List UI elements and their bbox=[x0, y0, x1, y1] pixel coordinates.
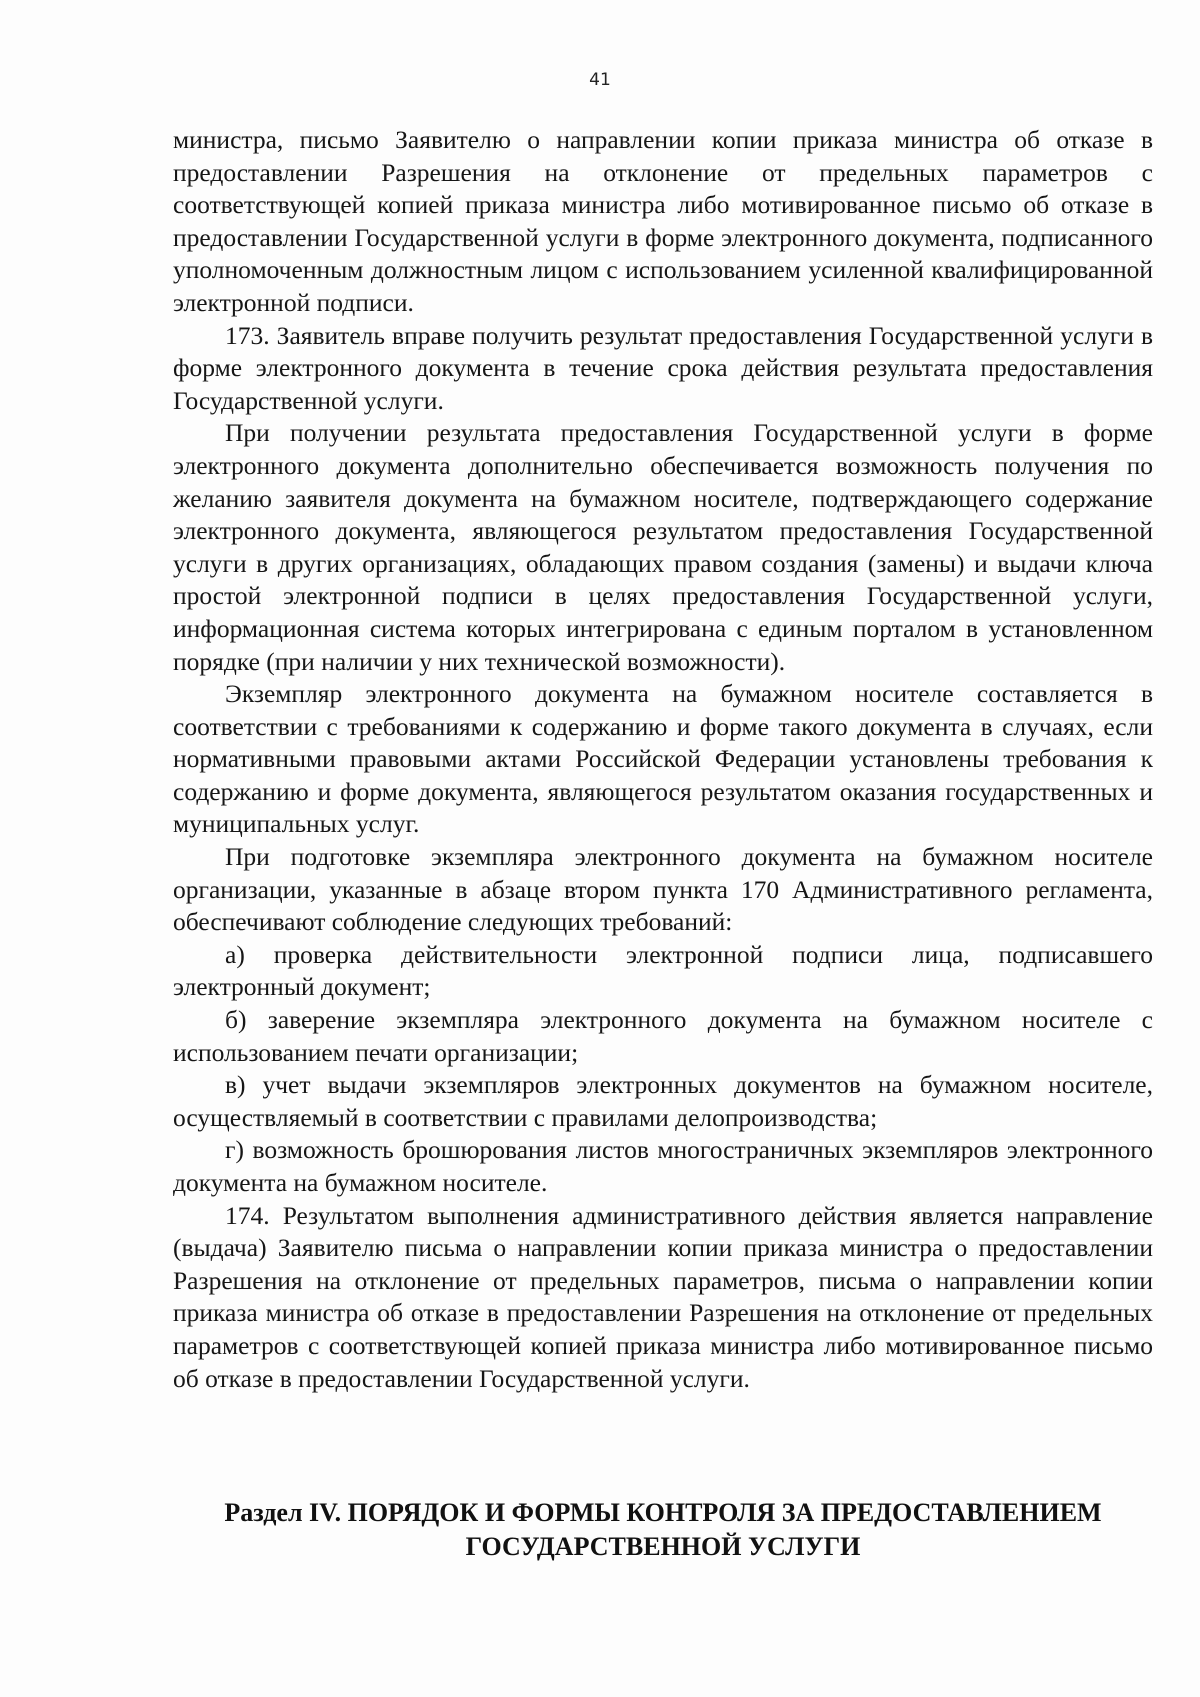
list-item-g: г) возможность брошюрования листов многостраничных экземпляров электронного документа на бумажном носителе. bbox=[173, 1135, 1153, 1197]
paragraph-174: 174. Результатом выполнения административного действия является направление (выдача) Заявителю письма о направлении копии приказа министра о предоставлении Разрешения на отклонение от предельных параметров, письма о направлении копии приказа министра об отказе в предоставлении Разрешения на отклонение от предельных параметров с соответствующей копией приказа министра либо мотивированное письмо об отказе в предоставлении Государственной услуги. bbox=[173, 1200, 1153, 1393]
section-heading-line-1: Раздел IV. ПОРЯДОК И ФОРМЫ КОНТРОЛЯ ЗА ПРЕДОСТАВЛЕНИЕМ bbox=[224, 1498, 1102, 1527]
paragraph-paper-copy: При получении результата предоставления Государственной услуги в форме электронного документа дополнительно обеспечивается возможность получения по желанию заявителя документа на бумажном носителе, подтверждающего содержание электронного документа, являющегося результатом предоставления Государственной услуги в других организациях, обладающих правом создания (замены) и выдачи ключа простой электронной подписи в целях предоставления Государственной услуги, информационная система которых интегрирована с единым порталом в установленном порядке (при наличии у них технической возможности). bbox=[173, 418, 1153, 676]
page-number: 41 bbox=[589, 70, 611, 90]
paragraph-173: 173. Заявитель вправе получить результат предоставления Государственной услуги в форме электронного документа в течение срока действия результата предоставления Государственной услуги. bbox=[173, 320, 1153, 415]
document-body bbox=[173, 124, 1153, 1395]
list-item-v: в) учет выдачи экземпляров электронных документов на бумажном носителе, осуществляемый в соответствии с правилами делопроизводства; bbox=[173, 1070, 1153, 1132]
section-heading-line-2: ГОСУДАРСТВЕННОЙ УСЛУГИ bbox=[465, 1532, 861, 1561]
list-item-a: а) проверка действительности электронной подписи лица, подписавшего электронный документ; bbox=[173, 939, 1153, 1002]
paragraph-preparation: При подготовке экземпляра электронного документа на бумажном носителе организации, указанные в абзаце втором пункта 170 Административного регламента, обеспечивают соблюдение следующих требований: bbox=[173, 842, 1153, 937]
list-item-b: б) заверение экземпляра электронного документа на бумажном носителе с использованием печати организации; bbox=[173, 1005, 1153, 1067]
section-heading bbox=[173, 1496, 1153, 1564]
paragraph-copy-requirements: Экземпляр электронного документа на бумажном носителе составляется в соответствии с требованиями к содержанию и форме такого документа в случаях, если нормативными правовыми актами Российской Федерации установлены требования к содержанию и форме документа, являющегося результатом оказания государственных и муниципальных услуг. bbox=[173, 679, 1153, 839]
paragraph-continuation: министра, письмо Заявителю о направлении копии приказа министра об отказе в предоставлении Разрешения на отклонение от предельных параметров с соответствующей копией приказа министра либо мотивированное письмо об отказе в предоставлении Государственной услуги в форме электронного документа, подписанного уполномоченным должностным лицом с использованием усиленной квалифицированной электронной подписи. bbox=[173, 125, 1153, 317]
